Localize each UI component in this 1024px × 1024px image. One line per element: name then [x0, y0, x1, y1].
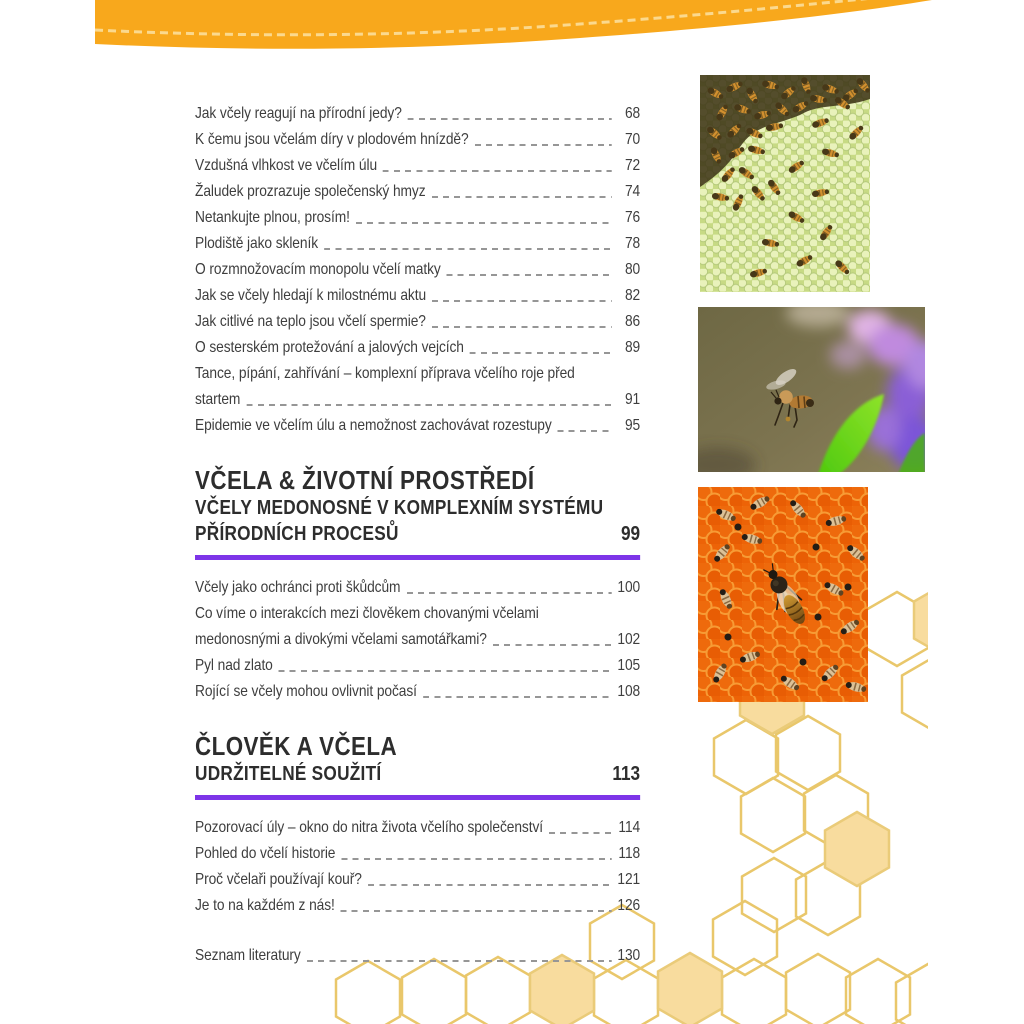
entry-page-number: 126	[617, 897, 641, 914]
entry-page-number: 70	[624, 131, 641, 148]
purple-rule	[195, 555, 640, 560]
entry-title: Pozorovací úly – okno do nitra života včelího společenství	[195, 819, 544, 836]
entry-dotted-leader	[432, 196, 612, 198]
toc-entry	[195, 335, 640, 361]
entry-title: Jak citlivé na teplo jsou včelí spermie?	[195, 313, 426, 330]
entry-dotted-leader	[475, 144, 612, 146]
entry-title: Netankujte plnou, prosím!	[195, 209, 350, 226]
top-curved-band	[0, 0, 1024, 60]
entry-dotted-leader	[423, 696, 611, 698]
section-heading-subrow	[195, 495, 640, 547]
toc-entry	[195, 205, 640, 231]
entry-dotted-leader	[356, 222, 612, 224]
toc-section	[195, 465, 640, 705]
section-heading-subrow	[195, 761, 640, 787]
photo-bees-on-orange-comb	[698, 487, 868, 702]
entry-page-number: 95	[624, 417, 641, 434]
entry-dotted-leader	[493, 644, 612, 646]
toc-entry	[195, 127, 640, 153]
toc-entry-wrapped-first-line: Co víme o interakcích mezi člověkem chovanými včelami	[195, 605, 539, 622]
toc-entry	[195, 153, 640, 179]
entry-page-number: 86	[624, 313, 641, 330]
entry-dotted-leader	[549, 832, 612, 834]
entry-page-number: 102	[617, 631, 641, 648]
entry-title: Jak se včely hledají k milostnému aktu	[195, 287, 427, 304]
section-heading-subtitle: VČELY MEDONOSNÉ V KOMPLEXNÍM SYSTÉMU PŘÍRODNÍCH PROCESŮ	[195, 497, 604, 545]
toc-entries	[195, 943, 640, 969]
entry-dotted-leader	[246, 404, 611, 406]
toc-entry	[195, 413, 640, 439]
toc-entry	[195, 179, 640, 205]
toc-section	[195, 101, 640, 439]
entry-page-number: 108	[617, 683, 641, 700]
section-heading-subtitle: UDRŽITELNÉ SOUŽITÍ	[195, 763, 382, 785]
toc-entry	[195, 283, 640, 309]
toc-entry	[195, 257, 640, 283]
entry-page-number: 114	[618, 819, 641, 836]
section-heading-page-number: 99	[620, 523, 641, 545]
entry-dotted-leader	[368, 884, 612, 886]
toc-entry	[195, 575, 640, 601]
entry-dotted-leader	[406, 592, 611, 594]
entry-title: K čemu jsou včelám díry v plodovém hnízdě?	[195, 131, 469, 148]
entry-title: Plodiště jako skleník	[195, 235, 319, 252]
entry-page-number: 118	[618, 845, 641, 862]
toc-entry	[195, 101, 640, 127]
entry-dotted-leader	[432, 300, 612, 302]
purple-rule	[195, 795, 640, 800]
toc-entry-wrapped-first-line: Tance, pípání, zahřívání – komplexní příprava včelího roje před	[195, 365, 575, 382]
entry-dotted-leader	[447, 274, 612, 276]
entry-page-number: 89	[624, 339, 641, 356]
entry-title: O rozmnožovacím monopolu včelí matky	[195, 261, 441, 278]
entry-dotted-leader	[341, 858, 611, 860]
entry-page-number: 82	[624, 287, 641, 304]
entry-title: Seznam literatury	[195, 947, 301, 964]
entry-page-number: 80	[624, 261, 641, 278]
toc-entry	[195, 679, 640, 705]
entry-page-number: 105	[617, 657, 641, 674]
toc-entries	[195, 815, 640, 919]
section-heading-title: VČELA & ŽIVOTNÍ PROSTŘEDÍ	[195, 465, 535, 495]
entry-title: Jak včely reagují na přírodní jedy?	[195, 105, 402, 122]
toc-entry	[195, 387, 640, 413]
entry-title: Pyl nad zlato	[195, 657, 273, 674]
section-heading-title: ČLOVĚK A VČELA	[195, 731, 398, 761]
entry-page-number: 78	[624, 235, 641, 252]
toc-section	[195, 943, 640, 969]
entry-page-number: 91	[624, 391, 641, 408]
toc-entries	[195, 101, 640, 439]
entry-page-number: 68	[624, 105, 641, 122]
entry-dotted-leader	[341, 910, 612, 912]
toc-entry	[195, 627, 640, 653]
entry-page-number: 74	[624, 183, 641, 200]
toc-entry	[195, 231, 640, 257]
entry-title: O sesterském protežování a jalových vejcích	[195, 339, 464, 356]
entry-dotted-leader	[324, 248, 612, 250]
toc-section	[195, 731, 640, 919]
toc-entry	[195, 867, 640, 893]
toc-entry	[195, 943, 640, 969]
entry-title: Pohled do včelí historie	[195, 845, 336, 862]
entry-dotted-leader	[279, 670, 612, 672]
entry-title: startem	[195, 391, 241, 408]
entry-dotted-leader	[432, 326, 612, 328]
entry-title: Je to na každém z nás!	[195, 897, 335, 914]
entry-title: Včely jako ochránci proti škůdcům	[195, 579, 401, 596]
entry-title: Rojící se včely mohou ovlivnit počasí	[195, 683, 417, 700]
entry-title: medonosnými a divokými včelami samotářkami?	[195, 631, 487, 648]
toc-entry	[195, 653, 640, 679]
toc-entry	[195, 309, 640, 335]
toc-entry	[195, 815, 640, 841]
entry-page-number: 72	[624, 157, 641, 174]
toc-entry	[195, 893, 640, 919]
toc-list	[195, 86, 640, 969]
section-heading-page-number: 113	[612, 763, 641, 785]
photo-bees-on-green-honeycomb	[700, 75, 870, 292]
entry-title: Epidemie ve včelím úlu a nemožnost zachovávat rozestupy	[195, 417, 552, 434]
entry-dotted-leader	[383, 170, 612, 172]
entry-title: Žaludek prozrazuje společenský hmyz	[195, 183, 426, 200]
entry-page-number: 121	[617, 871, 641, 888]
entry-dotted-leader	[307, 960, 612, 962]
photo-honeybee-in-flight	[698, 307, 925, 472]
toc-entry	[195, 841, 640, 867]
entry-title: Vzdušná vlhkost ve včelím úlu	[195, 157, 378, 174]
entry-page-number: 130	[617, 947, 641, 964]
entry-page-number: 76	[624, 209, 641, 226]
toc-entries	[195, 575, 640, 705]
entry-dotted-leader	[408, 118, 612, 120]
entry-dotted-leader	[558, 430, 612, 432]
entry-title: Proč včelaři používají kouř?	[195, 871, 362, 888]
entry-dotted-leader	[470, 352, 612, 354]
entry-page-number: 100	[617, 579, 641, 596]
